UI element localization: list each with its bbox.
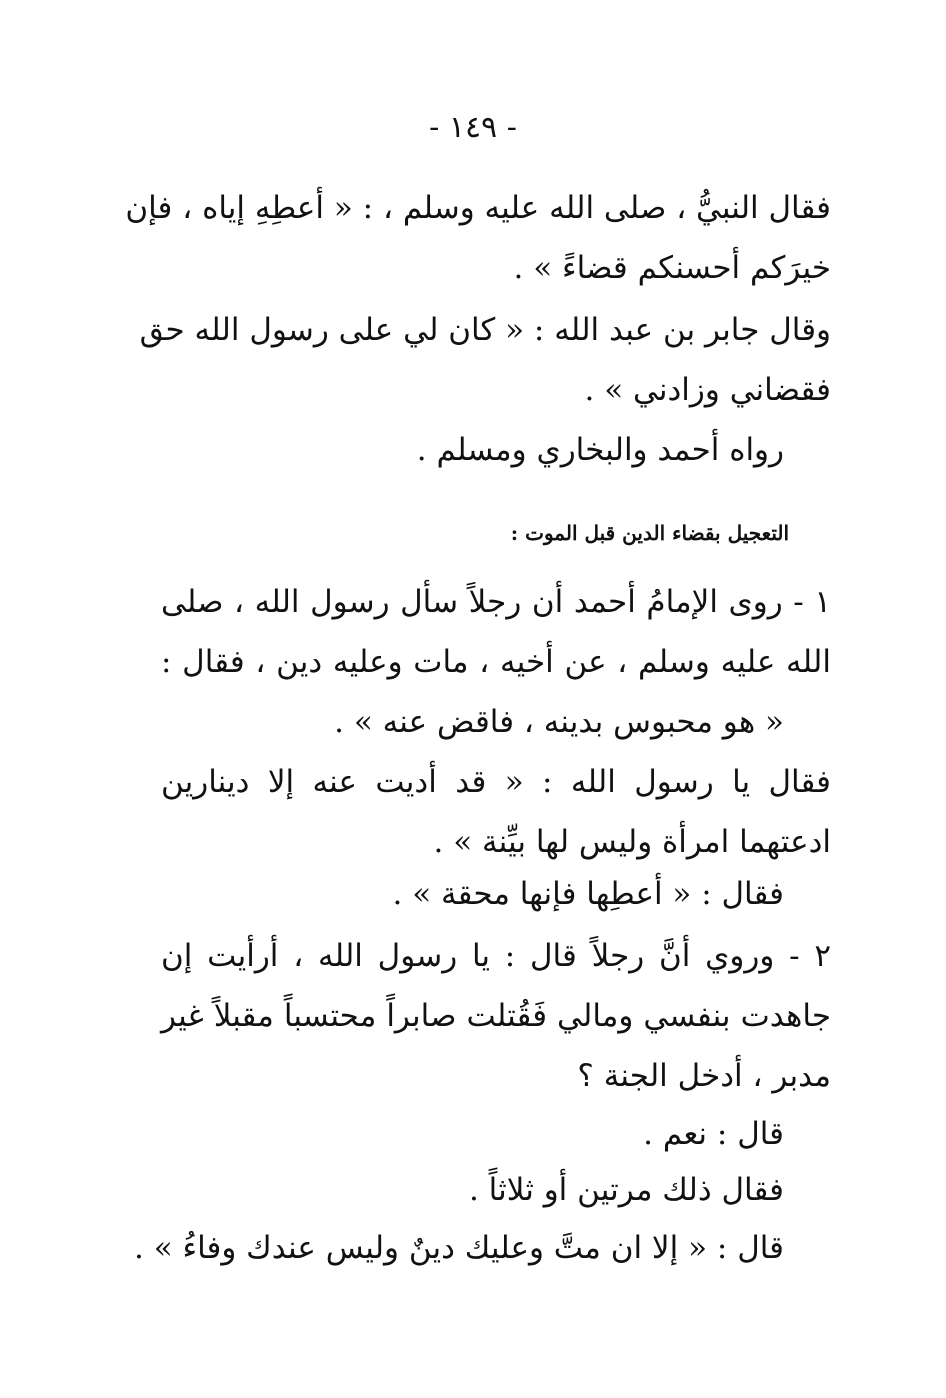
text-line: وقال جابر بن عبد الله : « كان لي على رسول الله حق [139,312,831,348]
text-line: رواه أحمد والبخاري ومسلم . [416,432,784,468]
text-line: فقال النبيُّ ، صلى الله عليه وسلم ، : « أعطِهِ إياه ، فإن [125,190,831,226]
text-line: جاهدت بنفسي ومالي فَقُتلت صابراً محتسباً مقبلاً غير [161,998,831,1034]
text-line: فقال يا رسول الله : « قد أديت عنه إلا دينارين [161,764,831,800]
text-line: مدبر ، أدخل الجنة ؟ [577,1058,831,1094]
text-line: « هو محبوس بدينه ، فاقض عنه » . [334,704,784,740]
text-line: ١ - روى الإمامُ أحمد أن رجلاً سأل رسول الله ، صلى [161,584,831,620]
text-line: خيرَكم أحسنكم قضاءً » . [513,250,831,286]
text-line: ادعتهما امرأة وليس لها بيِّنة » . [433,824,831,860]
text-line: فقضاني وزادني » . [584,372,831,408]
text-line: فقال : « أعطِها فإنها محقة » . [392,876,784,912]
text-line: قال : « إلا ان متَّ وعليك دينٌ وليس عندك وفاءُ » . [133,1230,784,1266]
text-line: ٢ - وروي أنَّ رجلاً قال : يا رسول الله ، أرأيت إن [161,938,831,974]
text-line: قال : نعم . [643,1116,784,1152]
section-heading: التعجيل بقضاء الدين قبل الموت : [510,521,789,545]
text-line: فقال ذلك مرتين أو ثلاثاً . [468,1172,784,1208]
text-line: الله عليه وسلم ، عن أخيه ، مات وعليه دين ، فقال : [161,644,831,680]
page-number: - ١٤٩ - [429,110,517,145]
